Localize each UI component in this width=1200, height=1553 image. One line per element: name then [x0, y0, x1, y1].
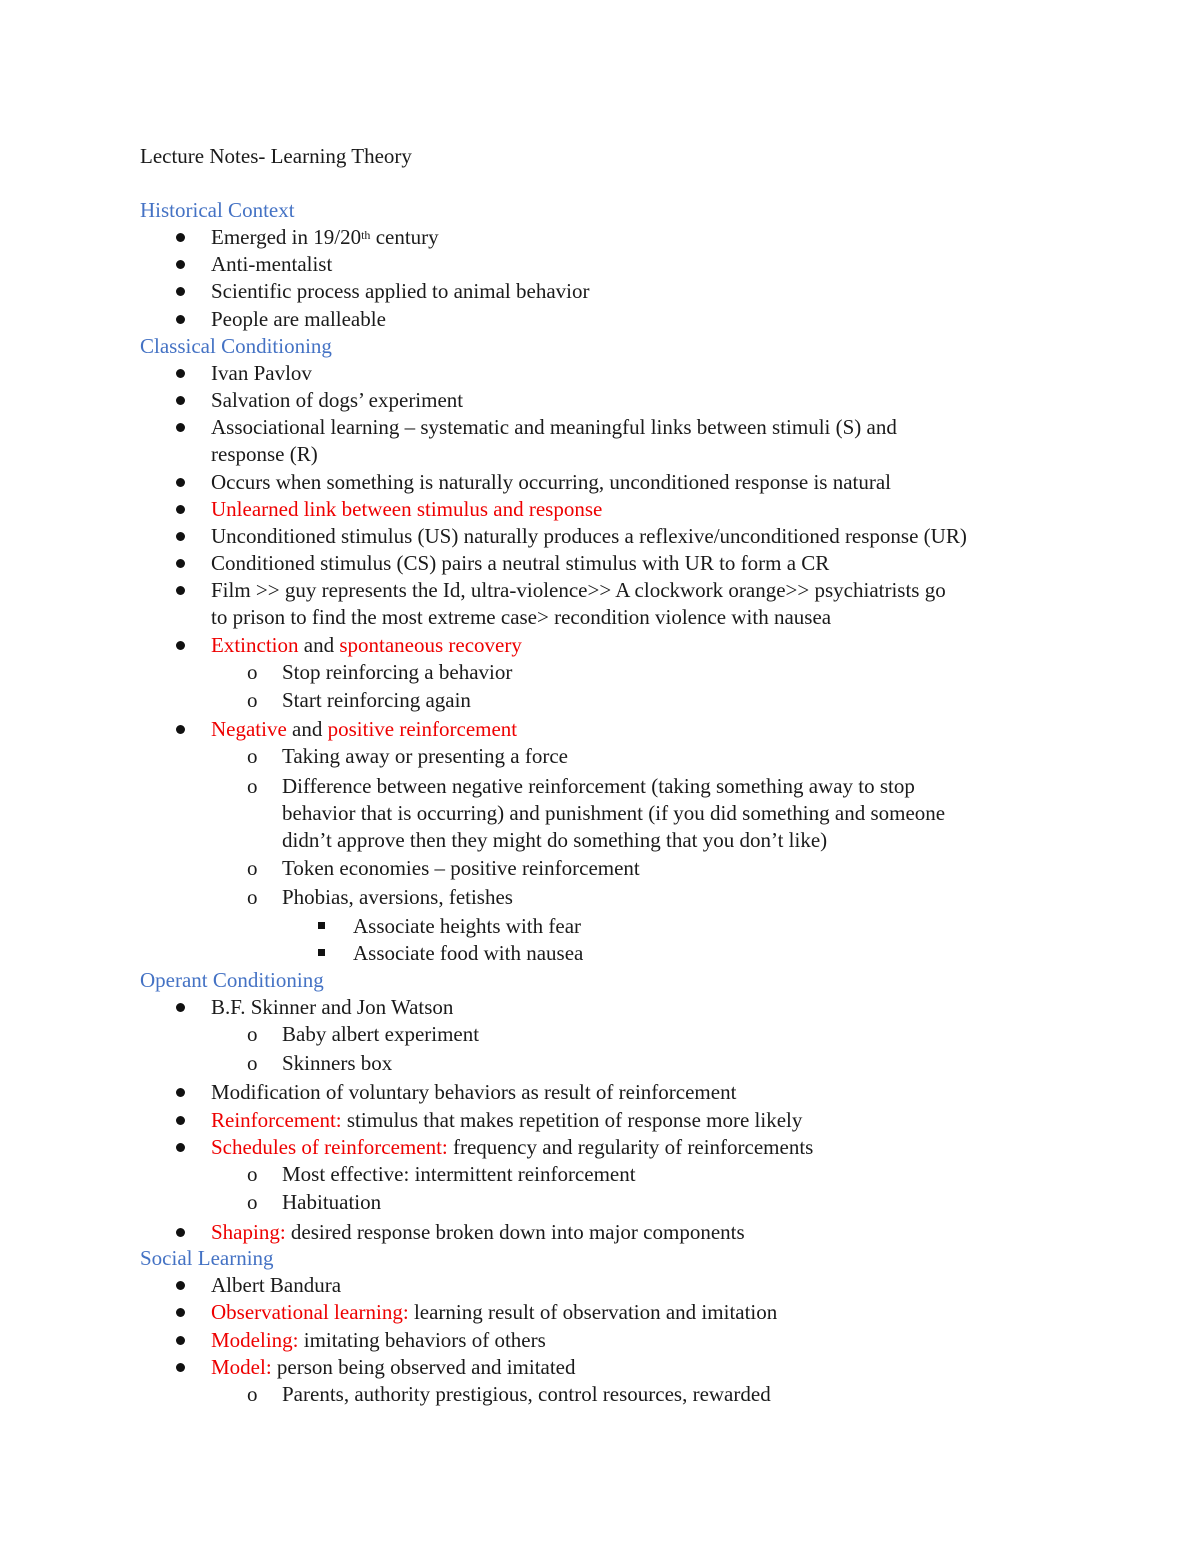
sub-list-item: Taking away or presenting a force	[282, 744, 568, 768]
sub-bullet-icon: o	[247, 1022, 258, 1046]
sub-bullet-icon: o	[247, 744, 258, 768]
sub-bullet-icon: o	[247, 660, 258, 684]
bullet-icon	[176, 586, 185, 595]
list-item: Occurs when something is naturally occurring, unconditioned response is natural	[211, 470, 891, 494]
list-item: Albert Bandura	[211, 1273, 342, 1297]
heading-historical-context: Historical Context	[140, 198, 295, 222]
bullet-icon	[176, 641, 185, 650]
list-item: Observational learning: learning result of observation and imitation	[211, 1300, 778, 1324]
list-item-continuation: response (R)	[211, 442, 318, 466]
list-item: Unlearned link between stimulus and response	[211, 497, 603, 521]
sub-list-item: Token economies – positive reinforcement	[282, 856, 640, 880]
sub-bullet-icon: o	[247, 1162, 258, 1186]
document-title: Lecture Notes- Learning Theory	[140, 144, 412, 168]
sub-bullet-icon: o	[247, 774, 258, 798]
sub-list-item: Difference between negative reinforcement (taking something away to stop	[282, 774, 915, 798]
bullet-icon	[176, 1336, 185, 1345]
bullet-icon	[176, 559, 185, 568]
list-item: Unconditioned stimulus (US) naturally produces a reflexive/unconditioned response (UR)	[211, 524, 967, 548]
sub-bullet-icon: o	[247, 1051, 258, 1075]
list-item: Schedules of reinforcement: frequency and regularity of reinforcements	[211, 1135, 814, 1159]
list-item: Model: person being observed and imitated	[211, 1355, 576, 1379]
bullet-icon	[176, 1088, 185, 1097]
sub-sub-list-item: Associate heights with fear	[353, 914, 582, 938]
sub-list-item: Phobias, aversions, fetishes	[282, 885, 513, 909]
bullet-icon	[176, 369, 185, 378]
list-item: Negative and positive reinforcement	[211, 717, 518, 741]
bullet-icon	[176, 532, 185, 541]
list-item: Anti-mentalist	[211, 252, 333, 276]
list-item: Salvation of dogs’ experiment	[211, 388, 464, 412]
list-item: Extinction and spontaneous recovery	[211, 633, 522, 657]
sub-list-item: Parents, authority prestigious, control resources, rewarded	[282, 1382, 771, 1406]
list-item: Associational learning – systematic and meaningful links between stimuli (S) and	[211, 415, 897, 439]
square-bullet-icon	[318, 922, 325, 929]
sub-list-item: Baby albert experiment	[282, 1022, 480, 1046]
list-item: Scientific process applied to animal behavior	[211, 279, 590, 303]
sub-list-item: Skinners box	[282, 1051, 393, 1075]
list-item: Modification of voluntary behaviors as result of reinforcement	[211, 1080, 737, 1104]
sub-list-item-continuation: didn’t approve then they might do something that you don’t like)	[282, 828, 828, 852]
bullet-icon	[176, 315, 185, 324]
sub-bullet-icon: o	[247, 885, 258, 909]
bullet-icon	[176, 478, 185, 487]
sub-list-item: Most effective: intermittent reinforcement	[282, 1162, 636, 1186]
list-item-continuation: to prison to find the most extreme case> recondition violence with nausea	[211, 605, 832, 629]
sub-list-item-continuation: behavior that is occurring) and punishment (if you did something and someone	[282, 801, 946, 825]
sub-bullet-icon: o	[247, 856, 258, 880]
sub-list-item: Start reinforcing again	[282, 688, 471, 712]
bullet-icon	[176, 1003, 185, 1012]
list-item: Reinforcement: stimulus that makes repetition of response more likely	[211, 1108, 803, 1132]
sub-list-item: Habituation	[282, 1190, 382, 1214]
bullet-icon	[176, 260, 185, 269]
bullet-icon	[176, 233, 185, 242]
bullet-icon	[176, 505, 185, 514]
bullet-icon	[176, 396, 185, 405]
sub-bullet-icon: o	[247, 688, 258, 712]
heading-social-learning: Social Learning	[140, 1246, 274, 1270]
list-item: Ivan Pavlov	[211, 361, 312, 385]
bullet-icon	[176, 1281, 185, 1290]
list-item: Emerged in 19/20th century	[211, 225, 439, 249]
list-item: Conditioned stimulus (CS) pairs a neutral stimulus with UR to form a CR	[211, 551, 830, 575]
square-bullet-icon	[318, 949, 325, 956]
heading-classical-conditioning: Classical Conditioning	[140, 334, 332, 358]
bullet-icon	[176, 423, 185, 432]
bullet-icon	[176, 287, 185, 296]
list-item: Shaping: desired response broken down into major components	[211, 1220, 745, 1244]
list-item: People are malleable	[211, 307, 386, 331]
list-item: Modeling: imitating behaviors of others	[211, 1328, 546, 1352]
heading-operant-conditioning: Operant Conditioning	[140, 968, 324, 992]
sub-list-item: Stop reinforcing a behavior	[282, 660, 513, 684]
list-item: Film >> guy represents the Id, ultra-violence>> A clockwork orange>> psychiatrists go	[211, 578, 946, 602]
bullet-icon	[176, 1116, 185, 1125]
bullet-icon	[176, 1143, 185, 1152]
sub-sub-list-item: Associate food with nausea	[353, 941, 584, 965]
bullet-icon	[176, 1308, 185, 1317]
bullet-icon	[176, 1363, 185, 1372]
list-item: B.F. Skinner and Jon Watson	[211, 995, 454, 1019]
sub-bullet-icon: o	[247, 1190, 258, 1214]
bullet-icon	[176, 725, 185, 734]
bullet-icon	[176, 1228, 185, 1237]
sub-bullet-icon: o	[247, 1382, 258, 1406]
